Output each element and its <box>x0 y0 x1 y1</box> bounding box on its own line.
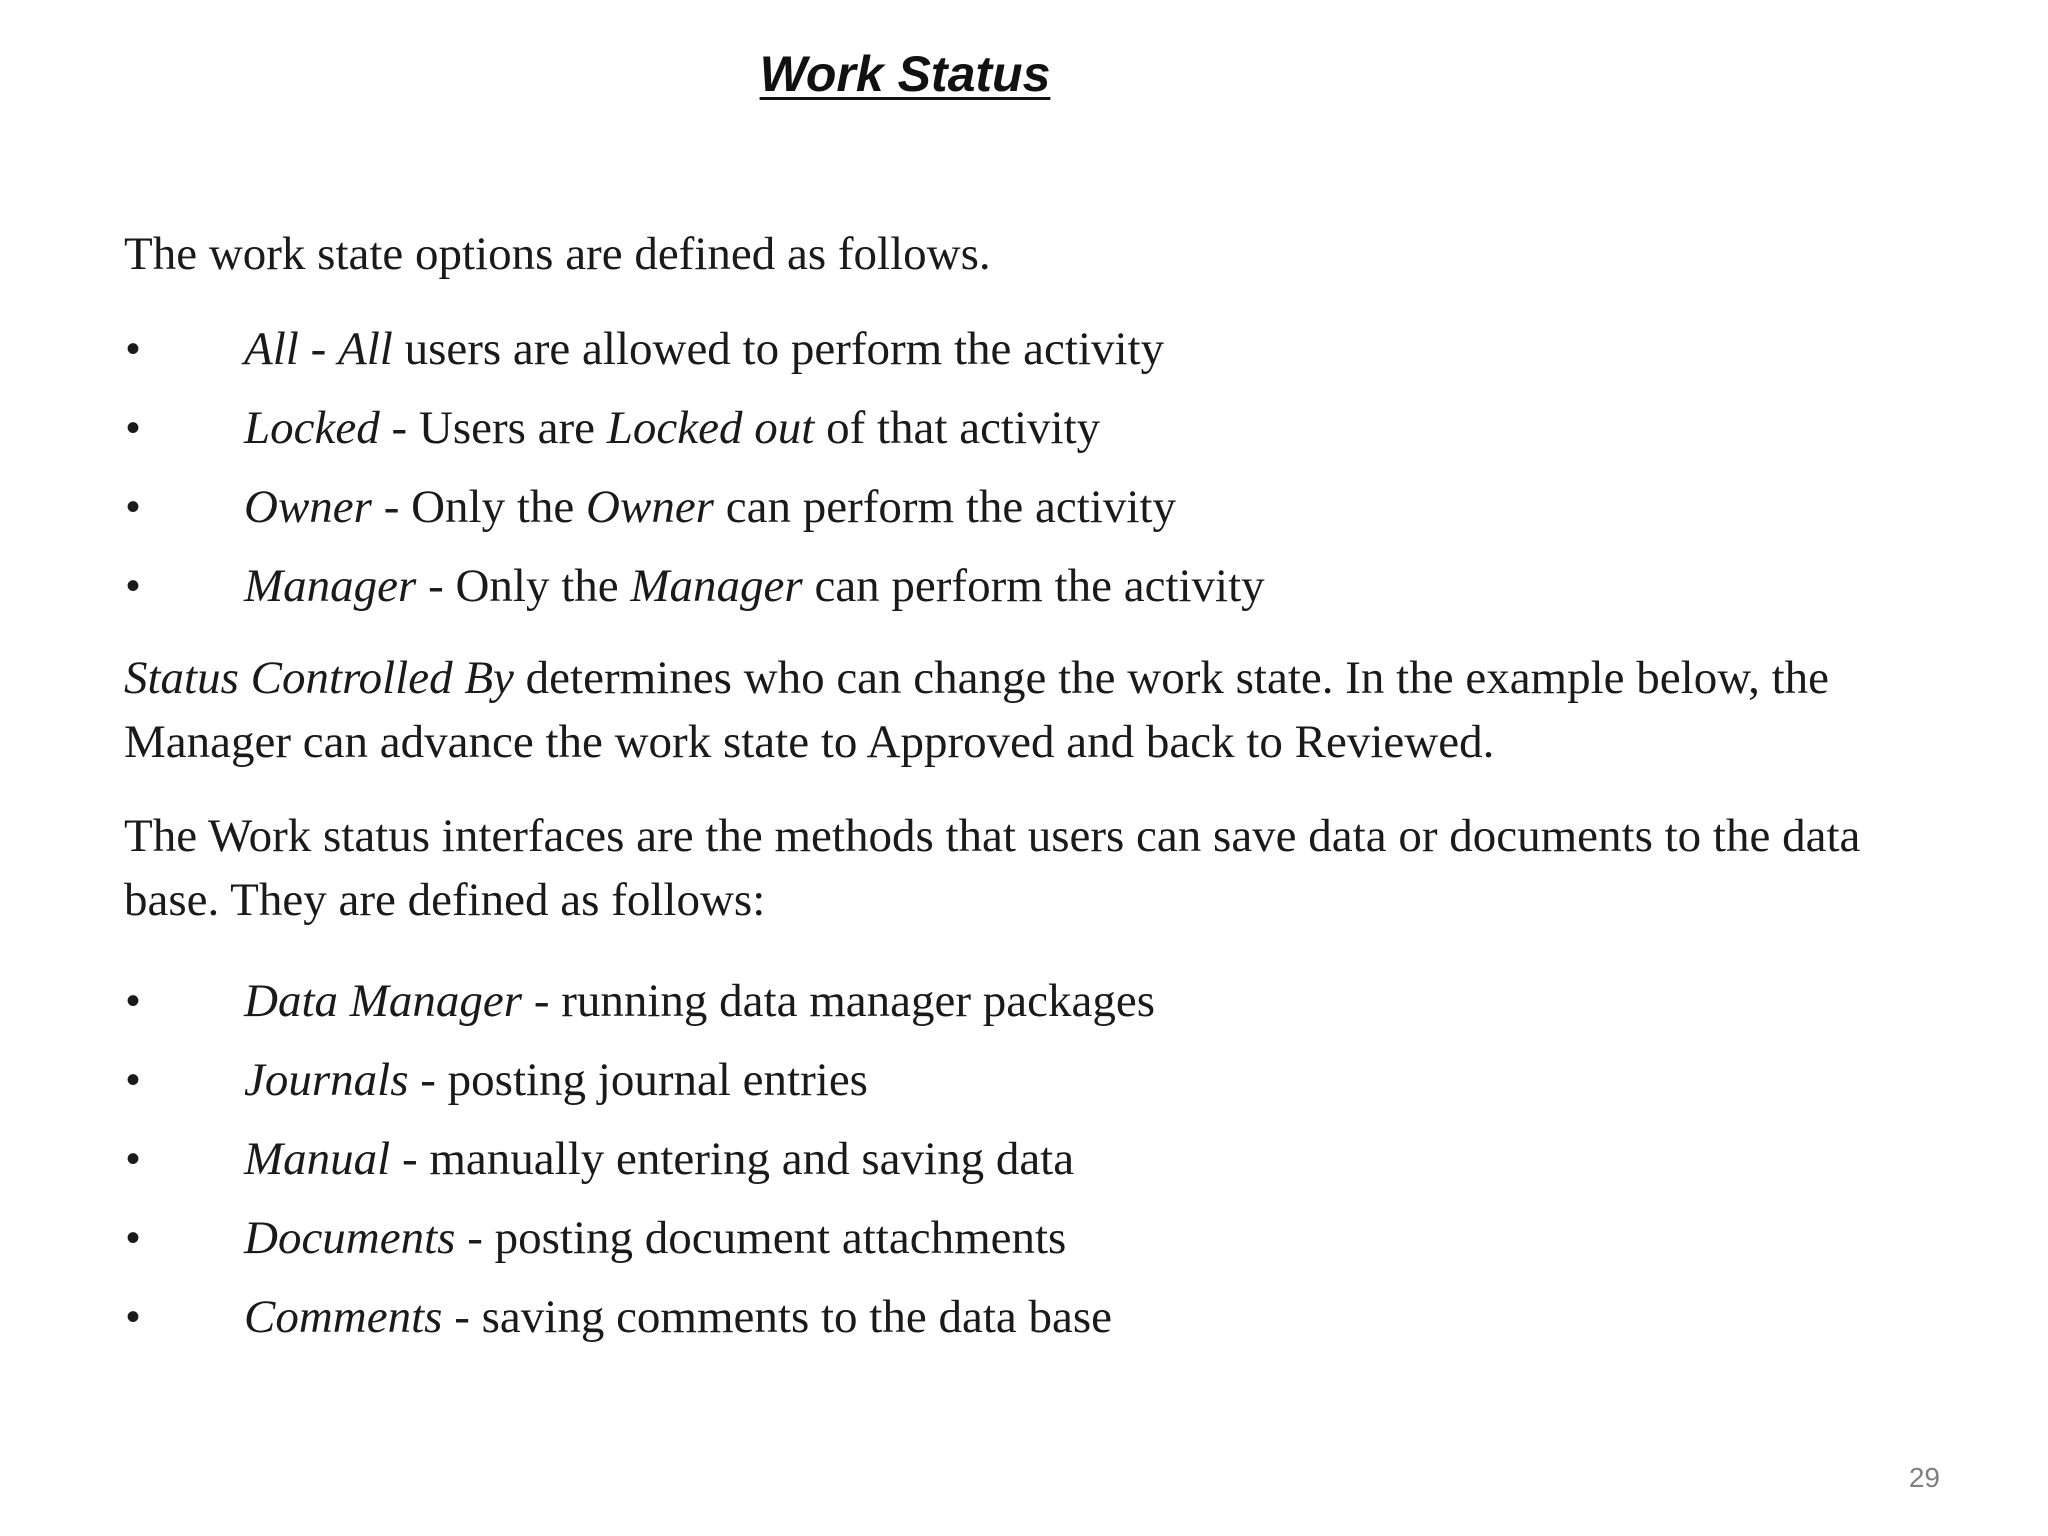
term: Status Controlled By <box>124 652 514 704</box>
term: Documents <box>244 1212 456 1264</box>
status-controlled-paragraph <box>124 646 1944 774</box>
term: Comments <box>244 1291 443 1343</box>
term: Owner <box>244 481 372 533</box>
bullet-icon: • <box>126 327 141 371</box>
bullet-icon: • <box>126 1216 141 1260</box>
term: Data Manager <box>244 975 523 1027</box>
list-item-manual <box>124 1120 1944 1199</box>
term: Journals <box>244 1054 409 1106</box>
description: - manually entering and saving data <box>390 1133 1075 1185</box>
interface-list <box>124 962 1944 1357</box>
term: All <box>244 323 299 375</box>
separator: - Users are <box>379 402 607 454</box>
description: - saving comments to the data base <box>442 1291 1113 1343</box>
list-item-manager <box>124 547 1944 626</box>
term-inline: Manager <box>630 560 803 612</box>
term-inline: Locked out <box>606 402 815 454</box>
list-item-locked <box>124 389 1944 468</box>
description: - running data manager packages <box>522 975 1155 1027</box>
bullet-icon: • <box>126 1295 141 1339</box>
description: of that activity <box>814 402 1101 454</box>
list-item-data-manager <box>124 962 1944 1041</box>
term-inline: All <box>337 323 393 375</box>
separator: - <box>298 323 338 375</box>
interfaces-paragraph: The Work status interfaces are the methods that users can save data or documents to the data base. They are defined as follows: <box>124 810 1861 926</box>
description: - posting document attachments <box>455 1212 1067 1264</box>
bullet-icon: • <box>126 1058 141 1102</box>
separator: - Only the <box>416 560 631 612</box>
bullet-icon: • <box>126 564 141 608</box>
description: users are allowed to perform the activity <box>392 323 1165 375</box>
page-number: 29 <box>1908 1462 1940 1493</box>
intro-paragraph: The work state options are defined as follows. <box>124 228 991 280</box>
term: Manual <box>244 1133 391 1185</box>
paragraph-text: determines who can change the work state. In the example below, the Manager can advance the work state to Approved and back to Reviewed. <box>124 652 1830 768</box>
list-item-journals <box>124 1041 1944 1120</box>
bullet-icon: • <box>126 979 141 1023</box>
separator: - Only the <box>371 481 587 533</box>
slide-content <box>124 222 1944 1357</box>
bullet-icon: • <box>126 1137 141 1181</box>
bullet-icon: • <box>126 485 141 529</box>
description: can perform the activity <box>802 560 1265 612</box>
work-state-list <box>124 310 1944 626</box>
slide-title: Work Status <box>759 46 1051 102</box>
description: can perform the activity <box>713 481 1176 533</box>
description: - posting journal entries <box>408 1054 868 1106</box>
term: Manager <box>244 560 417 612</box>
term: Locked <box>244 402 380 454</box>
list-item-owner <box>124 468 1944 547</box>
list-item-documents <box>124 1199 1944 1278</box>
list-item-all <box>124 310 1944 389</box>
term-inline: Owner <box>586 481 714 533</box>
bullet-icon: • <box>126 406 141 450</box>
list-item-comments <box>124 1278 1944 1357</box>
